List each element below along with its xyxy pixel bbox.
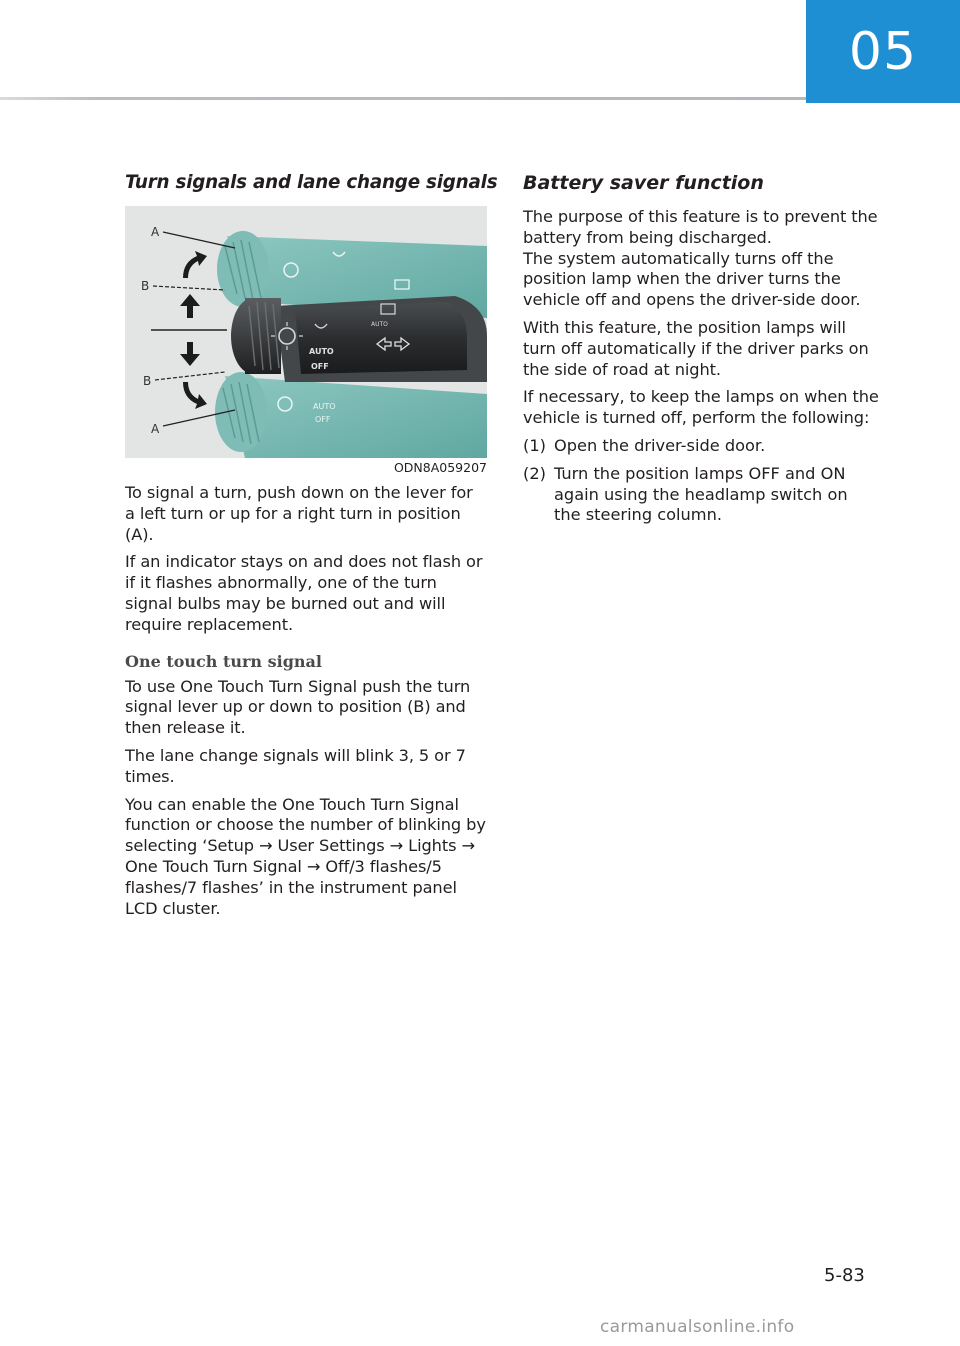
label-a-top: A — [151, 225, 160, 239]
step-text: Turn the position lamps OFF and ON again using the headlamp switch on the steering column. — [554, 463, 848, 525]
step-text: Open the driver-side door. — [554, 435, 766, 455]
one-touch-paragraph-3: You can enable the One Touch Turn Signal function or choose the number of blinking by selecting ‘Setup → User Settings → Lights → One Touch Turn Signal → Off/3 flashes/5 flashes/7 flashes’ in the instrument panel LCD cluster. — [125, 794, 486, 918]
left-column — [125, 172, 498, 926]
lever-off-text: OFF — [311, 362, 329, 371]
header-rule — [0, 97, 806, 100]
battery-steps — [523, 436, 879, 526]
chapter-number: 05 — [848, 21, 918, 82]
turn-signal-paragraph-1: To signal a turn, push down on the lever for a left turn or up for a right turn in position (A). — [125, 483, 473, 544]
right-column — [523, 172, 879, 533]
ghost-auto-text: AUTO — [313, 402, 336, 411]
turn-signal-paragraph-2: If an indicator stays on and does not flash or if it flashes abnormally, one of the turn signal bulbs may be burned out and will require replacement. — [125, 552, 483, 634]
section-heading-battery-saver: Battery saver function — [523, 172, 764, 194]
page-number: 5-83 — [824, 1265, 865, 1286]
label-b-bottom: B — [143, 374, 152, 388]
chapter-tab — [806, 0, 960, 103]
watermark: carmanualsonline.info — [600, 1317, 795, 1337]
turn-signal-lever-illustration — [125, 206, 487, 458]
step-item — [523, 464, 879, 526]
step-number: (1) — [523, 435, 546, 455]
step-item — [523, 436, 879, 457]
section-heading-turn-signals: Turn signals and lane change signals — [125, 172, 498, 193]
subheading-one-touch: One touch turn signal — [125, 651, 322, 671]
ghost-off-text: OFF — [315, 415, 331, 424]
lever-ghost-down — [215, 372, 487, 458]
lever-auto-text: AUTO — [309, 347, 334, 356]
one-touch-paragraph-1: To use One Touch Turn Signal push the turn signal lever up or down to position (B) and then release it. — [125, 676, 471, 738]
battery-paragraph-1: The purpose of this feature is to prevent the battery from being discharged. — [523, 207, 878, 247]
step-number: (2) — [523, 463, 546, 483]
battery-paragraph-2: The system automatically turns off the position lamp when the driver turns the vehicle off and opens the driver-side door. — [523, 248, 861, 310]
label-b-top: B — [141, 279, 150, 293]
battery-paragraph-4: If necessary, to keep the lamps on when the vehicle is turned off, perform the following: — [523, 387, 879, 428]
figure-code: ODN8A059207 — [393, 460, 487, 475]
battery-paragraph-3: With this feature, the position lamps will turn off automatically if the driver parks on the side of road at night. — [523, 317, 869, 379]
label-a-bottom: A — [151, 422, 160, 436]
one-touch-paragraph-2: The lane change signals will blink 3, 5 or 7 times. — [125, 745, 466, 786]
lever-auto-small-text: AUTO — [371, 321, 388, 328]
lever-main — [231, 296, 487, 382]
